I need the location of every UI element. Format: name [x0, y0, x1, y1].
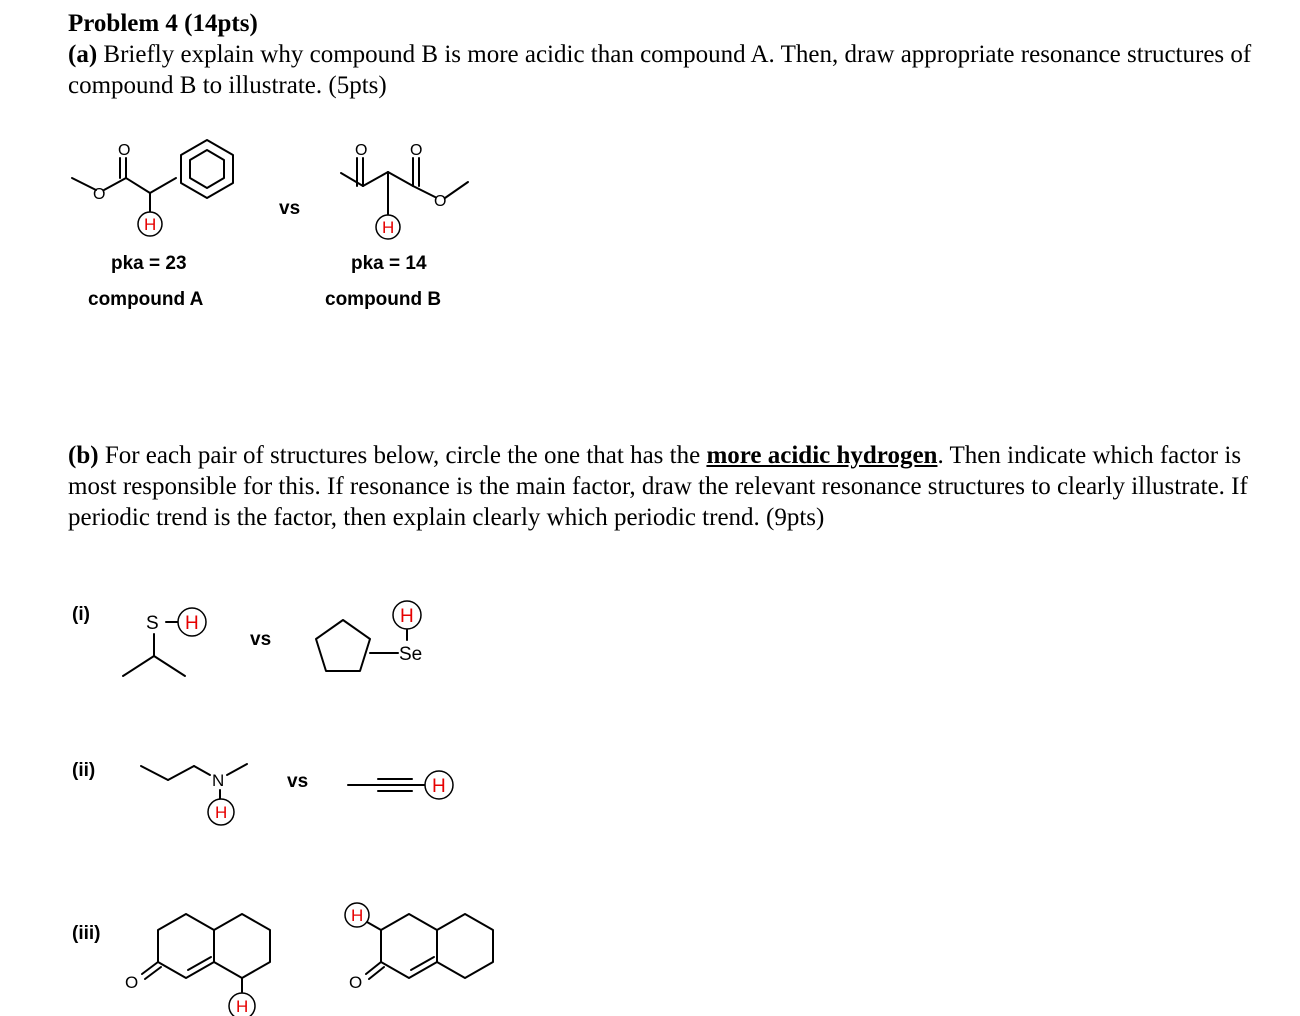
compound-b-structure — [341, 142, 468, 239]
pair-i-thiol-hydrogen: H — [185, 613, 199, 634]
pair-iii-left-oxygen: O — [125, 973, 139, 992]
pair-ii-vs-label: vs — [287, 771, 309, 792]
compound-b-acidic-hydrogen: H — [382, 218, 395, 237]
pair-iii-right-structure — [345, 903, 493, 992]
pair-iii-left-hydrogen: H — [236, 997, 249, 1016]
compound-a-name: compound A — [88, 289, 204, 310]
part-b-label: (b) — [68, 442, 99, 469]
compound-b-carbonyl-oxygen-2: O — [410, 142, 423, 159]
compound-b-ester-oxygen: O — [434, 193, 447, 210]
compound-b-carbonyl-oxygen-1: O — [355, 142, 368, 159]
pair-iii-label: (iii) — [72, 923, 101, 944]
compound-a-pka: pka = 23 — [111, 253, 187, 274]
pair-ii-alkyne-structure — [348, 771, 453, 799]
pair-ii-label: (ii) — [72, 760, 96, 781]
compound-a-acidic-hydrogen: H — [144, 215, 157, 234]
part-a-text: Briefly explain why compound B is more acidic than compound A. Then, draw appropriate resonance structures of compound B to illustrate. (5pts) — [68, 41, 1252, 99]
compound-b-name: compound B — [325, 289, 442, 310]
part-b-emphasis: more acidic hydrogen — [706, 442, 938, 469]
pair-iii-left-structure — [125, 914, 270, 1016]
pair-ii-alkyne-hydrogen: H — [432, 776, 446, 797]
part-b-text-after: . Then indicate which factor is most responsible for this. If resonance is the main factor, draw the relevant resonance structures to clearly illustrate. If periodic trend is the factor, then explain clearly which periodic trend. (9pts) — [68, 442, 1248, 531]
compound-vs-label: vs — [279, 198, 301, 219]
pair-ii-amine-structure — [141, 764, 247, 825]
problem-title: Problem 4 (14pts) — [68, 10, 258, 37]
compound-a-carbonyl-oxygen: O — [118, 142, 131, 159]
pair-iii-right-oxygen: O — [349, 973, 363, 992]
pair-i-sulfur: S — [146, 613, 159, 634]
pair-i-selenol-hydrogen: H — [400, 606, 414, 627]
part-a-label: (a) — [68, 41, 98, 68]
pair-i-selenol-structure — [316, 601, 422, 671]
part-b-text-before: For each pair of structures below, circle the one that has the — [98, 442, 707, 469]
pair-ii-amine-hydrogen: H — [215, 803, 228, 822]
pair-ii-nitrogen: N — [212, 771, 225, 790]
pair-iii-right-hydrogen: H — [351, 906, 364, 925]
compound-a-structure — [72, 140, 233, 236]
pair-i-vs-label: vs — [250, 629, 272, 650]
pair-i-selenium: Se — [399, 644, 423, 665]
pair-i-thiol-structure — [123, 608, 206, 676]
compound-b-pka: pka = 14 — [351, 253, 427, 274]
pair-i-label: (i) — [72, 604, 90, 625]
compound-a-ester-oxygen: O — [93, 186, 106, 203]
